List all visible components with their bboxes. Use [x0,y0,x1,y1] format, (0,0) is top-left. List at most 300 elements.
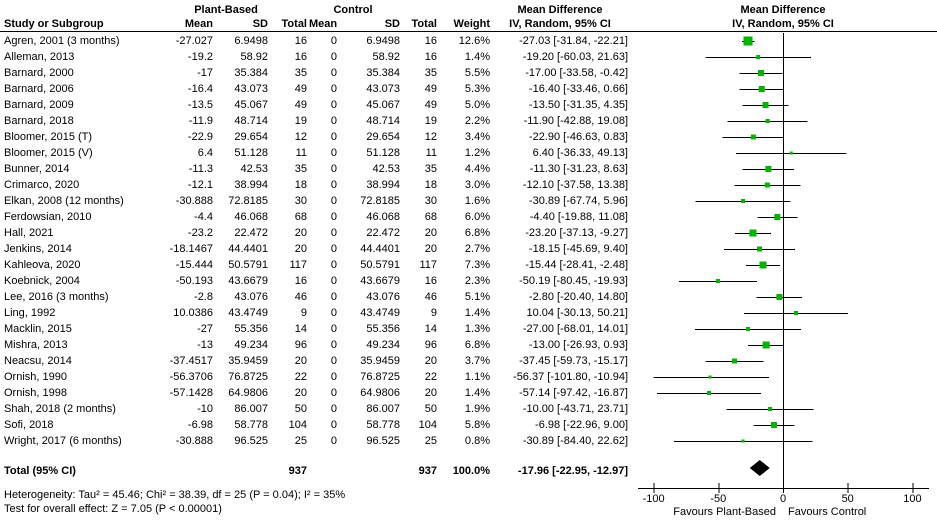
study-marker [709,376,712,379]
study-row [0,305,630,321]
ci-text: -10.00 [-43.71, 23.71] [522,403,628,415]
ci-text: -11.30 [-31.23, 8.63] [529,163,628,175]
control-mean: 0 [330,323,337,335]
axis-tick-label: 100 [903,493,922,505]
control-sd: 96.525 [366,435,400,447]
control-sd: 45.067 [366,99,400,111]
study-marker [744,37,753,46]
control-total: 50 [424,403,437,415]
plant-sd: 43.073 [234,83,268,95]
study-name: Ornish, 1998 [4,387,67,399]
study-marker [732,359,737,364]
plant-sd: 35.9459 [228,355,268,367]
control-mean: 0 [330,387,337,399]
control-mean: 0 [330,147,337,159]
column-header-control-sd: SD [384,18,400,30]
control-mean: 0 [330,67,337,79]
plant-total: 11 [295,147,307,159]
study-name: Bloomer, 2015 (T) [4,131,93,143]
weight: 1.4% [464,307,490,319]
control-total: 49 [424,83,437,95]
favours-left-label: Favours Plant-Based [673,506,776,518]
plant-sd: 64.9806 [228,387,268,399]
control-mean: 0 [330,227,337,239]
weight: 3.7% [464,355,490,367]
study-marker [759,86,765,92]
control-total: 30 [424,195,437,207]
plant-total: 9 [300,307,307,319]
control-mean: 0 [330,51,337,63]
control-total: 19 [424,115,437,127]
plant-total: 20 [294,243,307,255]
control-sd: 58.778 [366,419,400,431]
plant-total: 96 [294,339,307,351]
plant-mean: 10.0386 [173,307,213,319]
mean-difference-plot-title: Mean Difference [740,4,826,16]
study-row [0,321,630,337]
control-sd: 86.007 [366,403,400,415]
control-mean: 0 [330,131,337,143]
control-total: 20 [424,387,437,399]
plant-total: 14 [294,323,307,335]
weight: 1.4% [464,51,490,63]
study-row [0,145,630,161]
control-sd: 43.073 [366,83,400,95]
weight: 6.0% [464,211,490,223]
column-header-plant-mean: Mean [184,18,213,30]
study-row [0,209,630,225]
plant-sd: 35.384 [234,67,268,79]
weight: 1.3% [464,323,490,335]
study-marker [756,55,760,59]
plant-sd: 43.076 [234,291,268,303]
study-row [0,129,630,145]
summary-diamond [750,460,770,476]
study-marker [763,342,770,349]
control-total: 68 [424,211,437,223]
plant-sd: 43.4749 [228,307,268,319]
study-row [0,49,630,65]
study-name: Ling, 1992 [4,307,56,319]
control-mean: 0 [330,403,337,415]
plant-total: 117 [289,259,307,271]
control-total: 12 [424,131,437,143]
ci-text: -50.19 [-80.45, -19.93] [519,275,628,287]
study-name: Barnard, 2009 [4,99,74,111]
plant-mean: -4.4 [194,211,213,223]
control-mean: 0 [330,371,337,383]
study-marker [716,279,720,283]
ci-text: -13.00 [-26.93, 0.93] [528,339,628,351]
plant-total: 50 [294,403,307,415]
control-sd: 42.53 [372,163,400,175]
study-name: Kahleova, 2020 [4,259,81,271]
plant-mean: -10 [197,403,213,415]
study-row [0,417,630,433]
control-sd: 46.068 [366,211,400,223]
control-sd: 51.128 [366,147,400,159]
plant-sd: 6.9498 [234,35,268,47]
plant-total: 35 [294,163,307,175]
ci-text: -56.37 [-101.80, -10.94] [513,371,628,383]
plant-total: 16 [294,51,307,63]
control-sd: 43.4749 [360,307,400,319]
study-marker [760,262,767,269]
column-header-weight: Weight [453,18,490,30]
study-name: Barnard, 2000 [4,67,74,79]
weight: 7.3% [464,259,490,271]
weight: 1.9% [464,403,490,415]
study-row [0,289,630,305]
control-sd: 58.92 [372,51,400,63]
weight: 1.1% [464,371,490,383]
total-row [0,463,630,479]
ci-text: 10.04 [-30.13, 50.21] [526,307,628,319]
axis-tick-label: -50 [710,493,727,505]
plant-mean: -16.4 [187,83,213,95]
plant-sd: 46.068 [234,211,268,223]
study-row [0,161,630,177]
control-sd: 22.472 [366,227,400,239]
ci-text: -16.40 [-33.46, 0.66] [528,83,628,95]
weight: 5.0% [464,99,490,111]
plant-total: 18 [294,179,307,191]
plant-mean: -57.1428 [169,387,213,399]
column-header-plant-sd: SD [252,18,268,30]
weight: 4.4% [464,163,490,175]
control-total: 16 [424,275,437,287]
control-mean: 0 [330,259,337,271]
control-total: 22 [424,371,437,383]
control-total: 46 [424,291,437,303]
control-mean: 0 [330,211,337,223]
study-row [0,193,630,209]
control-total: 35 [424,67,437,79]
study-row [0,177,630,193]
plant-sd: 55.356 [234,323,268,335]
plant-sd: 50.5791 [228,259,268,271]
study-row [0,385,630,401]
control-total: 20 [424,243,437,255]
plant-total: 16 [294,35,307,47]
plant-mean: -22.9 [187,131,213,143]
study-name: Bloomer, 2015 (V) [4,147,93,159]
plant-total: 49 [294,83,307,95]
plant-sd: 86.007 [234,403,268,415]
control-mean: 0 [330,435,337,447]
study-name: Wright, 2017 (6 months) [4,435,122,447]
ci-text: -30.89 [-67.74, 5.96] [528,195,628,207]
weight: 6.8% [464,227,490,239]
plant-mean: -13.5 [187,99,213,111]
control-sd: 48.714 [366,115,400,127]
study-marker [758,70,764,76]
study-marker [741,199,745,203]
ci-text: -23.20 [-37.13, -9.27] [525,227,628,239]
study-marker [757,247,762,252]
control-sd: 29.654 [366,131,400,143]
plant-total: 20 [294,387,307,399]
total-label: Total (95% CI) [4,465,76,477]
weight: 5.8% [464,419,490,431]
plant-sd: 49.234 [234,339,268,351]
study-row [0,97,630,113]
control-mean: 0 [330,83,337,95]
study-row [0,241,630,257]
study-name: Bunner, 2014 [4,163,70,175]
study-row [0,353,630,369]
control-mean: 0 [330,275,337,287]
study-row [0,81,630,97]
control-total: 14 [424,323,437,335]
weight: 2.3% [464,275,490,287]
plant-sd: 44.4401 [228,243,268,255]
ci-text: 6.40 [-36.33, 49.13] [532,147,628,159]
study-name: Mishra, 2013 [4,339,68,351]
control-mean: 0 [330,115,337,127]
plant-sd: 58.778 [234,419,268,431]
study-row [0,65,630,81]
control-mean: 0 [330,291,337,303]
ci-text: -30.89 [-84.40, 22.62] [522,435,628,447]
weight: 6.8% [464,339,490,351]
control-mean: 0 [330,163,337,175]
ci-text: -6.98 [-22.96, 9.00] [535,419,628,431]
ci-text: -15.44 [-28.41, -2.48] [525,259,628,271]
control-total: 35 [424,163,437,175]
plant-mean: 6.4 [197,147,213,159]
control-sd: 72.8185 [360,195,400,207]
plant-total: 49 [294,99,307,111]
study-marker [794,311,798,315]
control-sd: 50.5791 [360,259,400,271]
study-marker [776,294,782,300]
plant-sd: 51.128 [234,147,268,159]
study-name: Shah, 2018 (2 months) [4,403,116,415]
plant-mean: -30.888 [175,435,213,447]
ci-text: -17.00 [-33.58, -0.42] [525,67,628,79]
column-header-ci-plot: IV, Random, 95% CI [732,18,834,30]
study-name: Barnard, 2006 [4,83,74,95]
control-sd: 38.994 [366,179,400,191]
control-total: 16 [424,51,437,63]
weight: 12.6% [458,35,490,47]
control-total: 20 [424,355,437,367]
study-row [0,113,630,129]
study-row [0,33,630,49]
control-mean: 0 [330,339,337,351]
ci-text: -13.50 [-31.35, 4.35] [528,99,628,111]
study-marker [768,407,772,411]
ci-text: -4.40 [-19.88, 11.08] [529,211,628,223]
weight: 5.3% [464,83,490,95]
study-marker [771,422,777,428]
study-row [0,273,630,289]
weight: 3.0% [464,179,490,191]
plant-sd: 29.654 [234,131,268,143]
plant-total: 35 [294,67,307,79]
plant-mean: -50.193 [175,275,213,287]
control-sd: 76.8725 [360,371,400,383]
study-marker [746,327,750,331]
plant-total: 12 [294,131,307,143]
control-sd: 35.9459 [360,355,400,367]
control-sd: 55.356 [366,323,400,335]
plant-mean: -17 [197,67,213,79]
study-name: Crimarco, 2020 [4,179,80,191]
plant-total: 46 [294,291,307,303]
study-marker [765,183,770,188]
axis-tick-label: 0 [779,493,787,505]
column-header-plant-total: Total [281,18,307,30]
plant-sd: 58.92 [240,51,268,63]
plant-mean: -30.888 [175,195,213,207]
plant-mean: -27.027 [175,35,213,47]
plant-sd: 48.714 [234,115,268,127]
study-name: Elkan, 2008 (12 months) [4,195,124,207]
plant-mean: -27 [197,323,213,335]
plant-mean: -11.3 [188,163,213,175]
plant-sd: 43.6679 [228,275,268,287]
study-row [0,433,630,449]
weight: 1.6% [464,195,490,207]
control-total: 25 [424,435,437,447]
plant-mean: -11.9 [188,115,213,127]
study-name: Agren, 2001 (3 months) [4,35,120,47]
plant-total: 22 [294,371,307,383]
control-total: 96 [424,339,437,351]
study-name: Macklin, 2015 [4,323,72,335]
plant-sd: 42.53 [240,163,268,175]
plant-sd: 22.472 [234,227,268,239]
column-header-study: Study or Subgroup [4,18,104,30]
study-marker [751,135,756,140]
control-sd: 35.384 [366,67,400,79]
plant-sd: 76.8725 [228,371,268,383]
plant-mean: -23.2 [187,227,213,239]
control-sd: 49.234 [366,339,400,351]
ci-text: -22.90 [-46.63, 0.83] [528,131,628,143]
ci-text: -18.15 [-45.69, 9.40] [528,243,628,255]
weight: 1.2% [464,147,490,159]
column-header-control-total: Total [411,18,437,30]
control-total: 18 [424,179,437,191]
group-header-plant-based: Plant-Based [194,4,258,16]
plant-total: 104 [288,419,307,431]
total-n-control: 937 [418,465,437,477]
study-marker [707,391,711,395]
plant-mean: -15.444 [175,259,213,271]
weight: 5.5% [464,67,490,79]
ci-text: -27.00 [-68.01, 14.01] [522,323,628,335]
group-header-control: Control [333,4,373,16]
column-header-ci-text: IV, Random, 95% CI [509,18,611,30]
favours-right-label: Favours Control [788,506,867,518]
ci-text: -2.80 [-20.40, 14.80] [528,291,628,303]
control-sd: 43.076 [366,291,400,303]
control-mean: 0 [330,307,337,319]
plant-total: 16 [294,275,307,287]
plant-total: 20 [294,227,307,239]
plant-sd: 45.067 [234,99,268,111]
weight: 3.4% [464,131,490,143]
plant-mean: -6.98 [187,419,213,431]
control-sd: 43.6679 [360,275,400,287]
weight: 1.4% [464,387,490,399]
total-ci: -17.96 [-22.95, -12.97] [517,465,628,477]
study-name: Barnard, 2018 [4,115,74,127]
plant-mean: -18.1467 [169,243,213,255]
study-name: Jenkins, 2014 [4,243,72,255]
plant-mean: -13 [197,339,213,351]
ci-text: -19.20 [-60.03, 21.63] [522,51,628,63]
control-mean: 0 [330,99,337,111]
study-name: Ornish, 1990 [4,371,67,383]
control-sd: 64.9806 [360,387,400,399]
plant-total: 68 [294,211,307,223]
control-total: 16 [424,35,437,47]
study-marker [763,102,769,108]
study-name: Koebnick, 2004 [4,275,80,287]
control-total: 117 [419,259,437,271]
forest-plot-graphic [630,0,937,528]
control-mean: 0 [330,243,337,255]
study-row [0,225,630,241]
heterogeneity-stats: Heterogeneity: Tau² = 45.46; Chi² = 38.39, df = 25 (P = 0.04); I² = 35% [4,489,346,501]
control-mean: 0 [330,179,337,191]
overall-effect-stats: Test for overall effect: Z = 7.05 (P < 0.00001) [4,503,222,515]
study-name: Neacsu, 2014 [4,355,72,367]
study-row [0,401,630,417]
plant-mean: -56.3706 [169,371,213,383]
control-mean: 0 [330,355,337,367]
study-marker [749,230,756,237]
study-row [0,257,630,273]
weight: 5.1% [464,291,490,303]
study-row [0,337,630,353]
plant-mean: -2.8 [194,291,213,303]
study-name: Sofi, 2018 [4,419,54,431]
ci-text: -27.03 [-31.84, -22.21] [519,35,628,47]
ci-text: -57.14 [-97.42, -16.87] [519,387,628,399]
study-name: Ferdowsian, 2010 [4,211,92,223]
control-total: 49 [424,99,437,111]
plant-sd: 38.994 [234,179,268,191]
axis-tick-label: -100 [642,493,665,505]
column-header-control-mean: Mean [309,18,338,30]
study-marker [790,152,793,155]
control-total: 11 [425,147,437,159]
control-total: 104 [418,419,437,431]
study-name: Lee, 2016 (3 months) [4,291,109,303]
ci-text: -12.10 [-37.58, 13.38] [522,179,628,191]
plant-mean: -12.1 [187,179,213,191]
control-total: 20 [424,227,437,239]
plant-total: 25 [294,435,307,447]
control-total: 9 [430,307,437,319]
plant-total: 20 [294,355,307,367]
plant-sd: 72.8185 [228,195,268,207]
study-marker [742,440,745,443]
weight: 0.8% [464,435,490,447]
ci-text: -37.45 [-59.73, -15.17] [519,355,628,367]
total-weight: 100.0% [452,465,490,477]
control-sd: 44.4401 [360,243,400,255]
weight: 2.7% [464,243,490,255]
ci-text: -11.90 [-42.88, 19.08] [523,115,628,127]
weight: 2.2% [464,115,490,127]
study-row [0,369,630,385]
